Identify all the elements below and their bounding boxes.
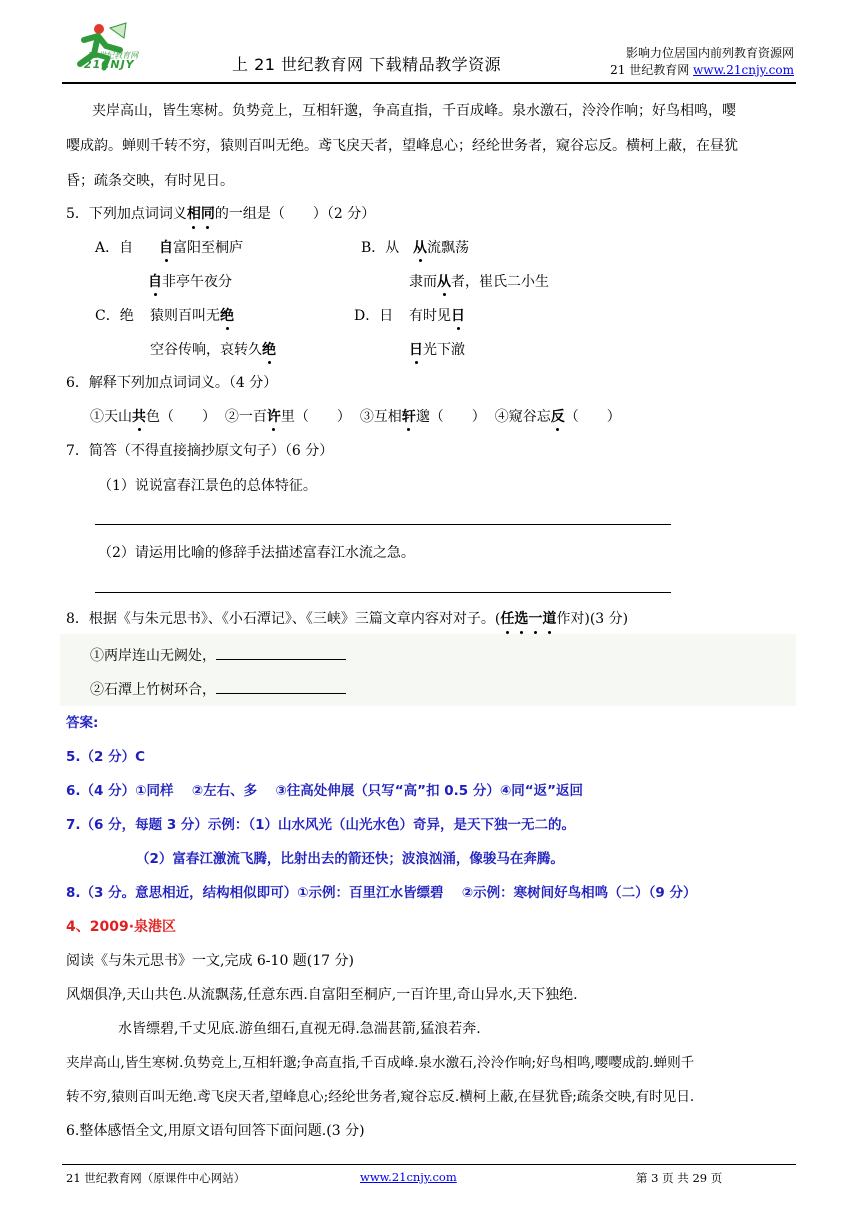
- q6-item: ②一百许里（ ）: [225, 409, 351, 425]
- q5-option-c1: 猿则百叫无绝: [150, 305, 234, 325]
- q7-stem: 7．简答（不得直接摘抄原文句子）（6 分）: [66, 443, 334, 459]
- q7-sub1: （1）说说富春江景色的总体特征。: [98, 478, 317, 494]
- q5-option-c-label: C．绝: [95, 308, 134, 324]
- q5-option-d-label: D．日: [354, 308, 394, 324]
- answer-6: 6.（4 分）①同样 ②左右、多 ③往高处伸展（只写“高”扣 0.5 分）④同“返”返回: [66, 783, 584, 799]
- answer-5: 5.（2 分）C: [66, 749, 146, 765]
- q8-line1: ①两岸连山无阙处，: [90, 645, 346, 665]
- answer-8: 8.（3 分。意思相近，结构相似即可）①示例：百里江水皆缥碧 ②示例：寒树间好鸟相鸣（二）（9 分）: [66, 885, 697, 901]
- header-title: 上 21 世纪教育网 下载精品教学资源: [232, 55, 502, 74]
- answer-7a: 7.（6 分，每题 3 分）示例：（1）山水风光（山光水色）奇异，是天下独一无二的。: [66, 817, 576, 833]
- section-paragraph: 夹岸高山,皆生寒树.负势竞上,互相轩邈;争高直指,千百成峰.泉水激石,泠泠作响;好鸟相鸣,嘤嘤成韵.蝉则千: [66, 1055, 695, 1071]
- header-site-line: 21 世纪教育网 www.21cnjy.com: [610, 63, 794, 77]
- section-question: 6.整体感悟全文,用原文语句回答下面问题.(3 分): [66, 1123, 365, 1139]
- answers-heading: 答案:: [66, 715, 99, 731]
- passage-line: 嘤成韵。蝉则千转不穷，猿则百叫无绝。鸢飞戾天者，望峰息心；经纶世务者，窥谷忘反。横柯上蔽，在昼犹: [66, 138, 738, 154]
- site-logo[interactable]: [62, 20, 182, 72]
- q5-option-a1: 自富阳至桐庐: [159, 237, 243, 257]
- q6-item: ①天山共色（ ）: [90, 409, 216, 425]
- answer-7b: （2）富春江激流飞腾，比射出去的箭还快；波浪汹涌，像骏马在奔腾。: [136, 851, 564, 867]
- header-slogan: 影响力位居国内前列教育资源网: [625, 46, 794, 60]
- footer-page-number: 第 3 页 共 29 页: [636, 1171, 723, 1185]
- section-intro: 阅读《与朱元思书》一文,完成 6-10 题(17 分): [66, 953, 354, 969]
- q5-option-b1: 从流飘荡: [413, 237, 469, 257]
- q6-item: ③互相轩邈（ ）: [360, 409, 486, 425]
- q5-stem: 5．下列加点词词义相同的一组是（ ）（2 分）: [66, 206, 376, 222]
- answer-line[interactable]: [95, 592, 671, 593]
- q6-items: [90, 406, 621, 426]
- fill-blank[interactable]: [216, 679, 346, 694]
- logo-bottom-text: 21CNJY: [84, 58, 135, 71]
- q7-sub2: （2）请运用比喻的修辞手法描述富春江水流之急。: [98, 545, 415, 561]
- q5-option-d2: 日光下澈: [409, 339, 465, 359]
- q5-option-b-label: B．从: [361, 240, 400, 256]
- q6-item: ④窥谷忘反（ ）: [495, 409, 621, 425]
- q5-option-d1: 有时见日: [409, 305, 465, 325]
- passage-line: 昏；疏条交映，有时见日。: [66, 173, 234, 189]
- answer-line[interactable]: [95, 524, 671, 525]
- q5-option-a-label: A．自: [95, 240, 134, 256]
- footer-left: 21 世纪教育网（原课件中心网站）: [66, 1171, 246, 1185]
- logo-top-text: 21世纪教育网: [88, 51, 139, 60]
- q5-option-c2: 空谷传响，哀转久绝: [150, 339, 276, 359]
- section-paragraph: 水皆缥碧,千丈见底.游鱼细石,直视无碍.急湍甚箭,猛浪若奔.: [118, 1021, 481, 1037]
- q5-option-b2: 隶而从者，崔氏二小生: [409, 271, 549, 291]
- section-paragraph: 转不穷,猿则百叫无绝.鸢飞戾天者,望峰息心;经纶世务者,窥谷忘反.横柯上蔽,在昼犹昏;疏条交映,有时见日.: [66, 1089, 695, 1105]
- fill-blank[interactable]: [216, 645, 346, 660]
- footer-rule: [62, 1164, 796, 1165]
- q5-option-a2: 自非亭午夜分: [148, 271, 232, 291]
- header-site-link[interactable]: www.21cnjy.com: [693, 63, 794, 77]
- footer-link[interactable]: www.21cnjy.com: [360, 1170, 457, 1184]
- header-rule: [62, 82, 796, 84]
- passage-line: 夹岸高山，皆生寒树。负势竞上，互相轩邈，争高直指，千百成峰。泉水激石，泠泠作响；好鸟相鸣，嘤: [92, 103, 736, 119]
- section-paragraph: 风烟俱净,天山共色.从流飘荡,任意东西.自富阳至桐庐,一百许里,奇山异水,天下独绝.: [66, 987, 578, 1003]
- section-title: 4、2009·泉港区: [66, 919, 177, 935]
- q8-line2: ②石潭上竹树环合，: [90, 679, 346, 699]
- q8-stem: 8．根据《与朱元思书》、《小石潭记》、《三峡》三篇文章内容对对子。(任选一道作对)(3 分): [66, 611, 629, 627]
- q6-stem: 6．解释下列加点词词义。（4 分）: [66, 375, 278, 391]
- header-right: [610, 45, 794, 79]
